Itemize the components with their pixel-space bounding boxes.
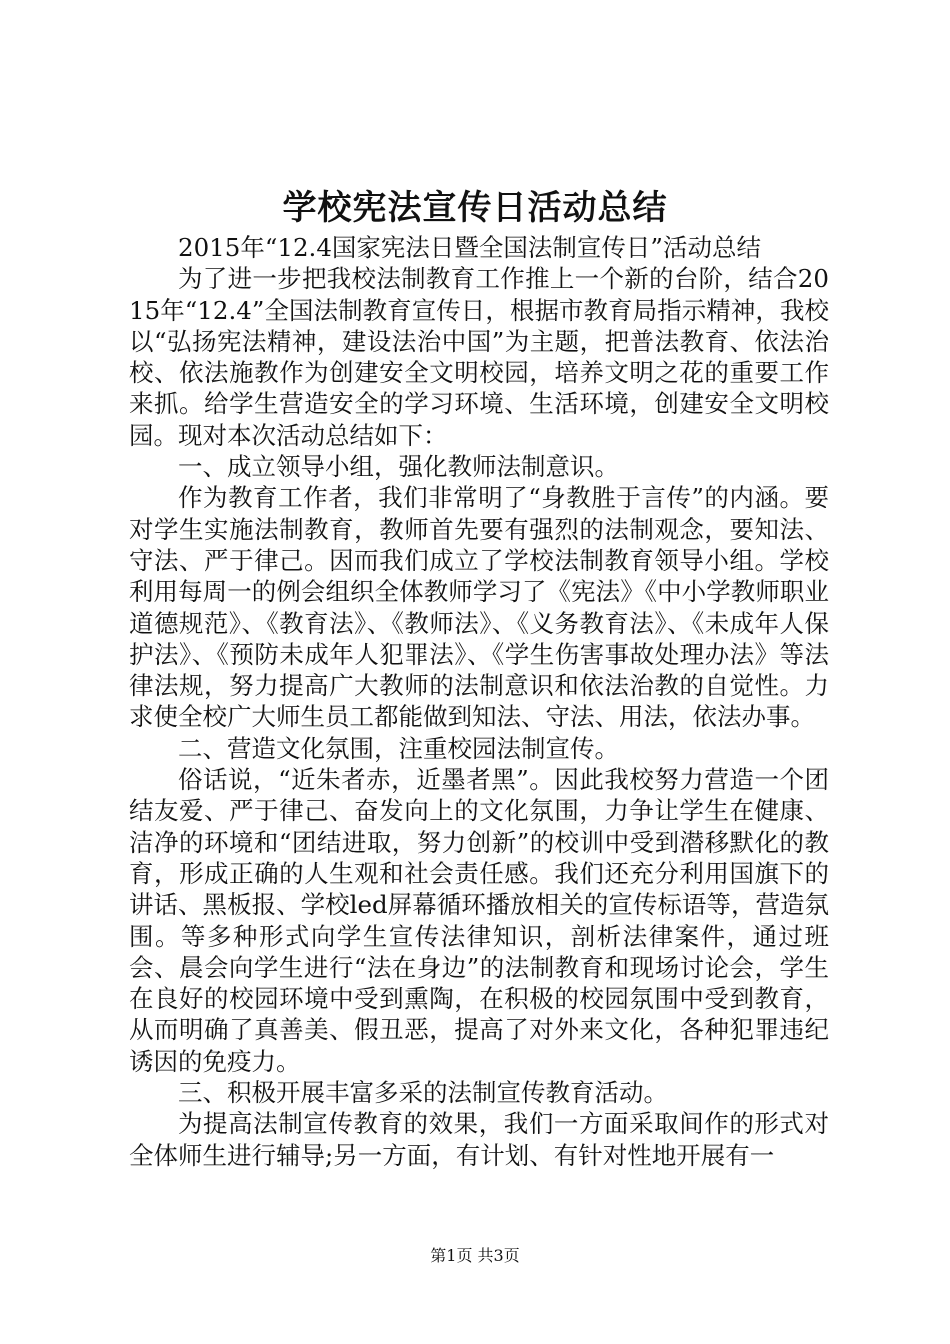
paragraph-intro: 为了进一步把我校法制教育工作推上一个新的台阶，结合2015年“12.4”全国法制教育宣传日，根据市教育局指示精神，我校以“弘扬宪法精神，建设法治中国”为主题，把普法教育、依法治校、依法施教作为创建安全文明校园，培养文明之花的重要工作来抓。给学生营造安全的学习环境、生活环境，创建安全文明校园。现对本次活动总结如下： bbox=[129, 264, 829, 450]
page-footer: 第1页 共3页 bbox=[430, 1246, 520, 1265]
section-heading-1: 一、成立领导小组，强化教师法制意识。 bbox=[178, 452, 619, 482]
section-heading-3: 三、积极开展丰富多采的法制宣传教育活动。 bbox=[178, 1078, 668, 1108]
document-title: 学校宪法宣传日活动总结 bbox=[282, 188, 668, 228]
section-heading-2: 二、营造文化氛围，注重校园法制宣传。 bbox=[178, 733, 619, 763]
paragraph-section-3: 为提高法制宣传教育的效果，我们一方面采取间作的形式对全体师生进行辅导;另一方面，有计划、有针对性地开展有一 bbox=[129, 1109, 829, 1170]
paragraph-heading-line: 2015年“12.4国家宪法日暨全国法制宣传日”活动总结 bbox=[178, 233, 761, 262]
document-body bbox=[129, 232, 829, 1171]
paragraph-section-1: 作为教育工作者，我们非常明了“身教胜于言传”的内涵。要对学生实施法制教育，教师首先要有强烈的法制观念，要知法、守法、严于律己。因而我们成立了学校法制教育领导小组。学校利用每周一的例会组织全体教师学习了《宪法》《中小学教师职业道德规范》、《教育法》、《教师法》、《义务教育法》、《未成年人保护法》、《预防未成年人犯罪法》、《学生伤害事故处理办法》等法律法规，努力提高广大教师的法制意识和依法治教的自觉性。力求使全校广大师生员工都能做到知法、守法、用法，依法办事。 bbox=[129, 483, 829, 732]
paragraph-section-2: 俗话说，“近朱者赤，近墨者黑”。因此我校努力营造一个团结友爱、严于律己、奋发向上的文化氛围，力争让学生在健康、洁净的环境和“团结进取，努力创新”的校训中受到潜移默化的教育，形成正确的人生观和社会责任感。我们还充分利用国旗下的讲话、黑板报、学校led屏幕循环播放相关的宣传标语等，营造氛围。等多种形式向学生宣传法律知识，剖析法律案件，通过班会、晨会向学生进行“法在身边”的法制教育和现场讨论会，学生在良好的校园环境中受到熏陶，在积极的校园氛围中受到教育，从而明确了真善美、假丑恶，提高了对外来文化，各种犯罪违纪诱因的免疫力。 bbox=[129, 765, 829, 1076]
